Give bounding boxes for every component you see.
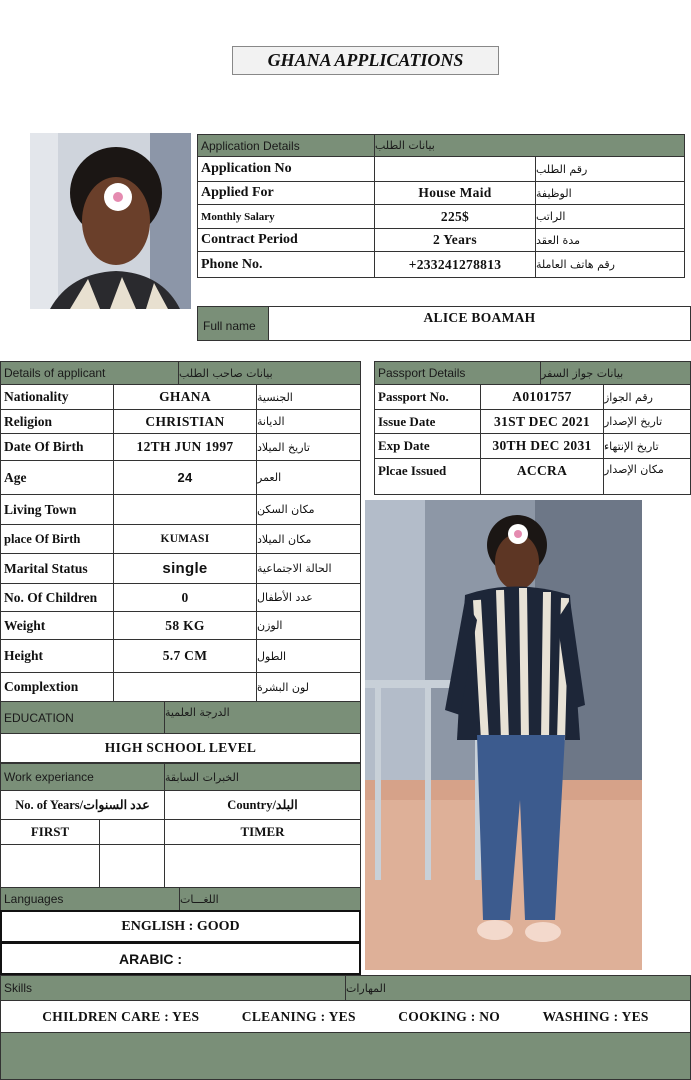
applicant-header-ar: بيانات صاحب الطلب: [178, 361, 361, 385]
applicant-row-label: Nationality: [0, 384, 114, 410]
work-row2-blank: [99, 844, 165, 889]
applicant-row-value: 5.7 CM: [113, 639, 257, 673]
application-row-ar: رقم الطلب: [535, 156, 685, 182]
skill-washing: WASHING : YES: [542, 1008, 649, 1024]
applicant-row-ar: الحالة الاجتماعية: [256, 553, 361, 584]
work-row1-country: TIMER: [164, 819, 361, 845]
applicant-row-label: place Of Birth: [0, 524, 114, 554]
page-title: GHANA APPLICATIONS: [267, 50, 464, 70]
applicant-row-value: [113, 494, 257, 525]
work-header-ar: الخبرات السابقة: [164, 763, 361, 791]
passport-row-label: Plcae Issued: [374, 458, 481, 495]
skills-list: [0, 1000, 691, 1033]
work-row1-years: FIRST: [0, 819, 100, 845]
applicant-row-value: CHRISTIAN: [113, 409, 257, 434]
application-row-value: House Maid: [374, 181, 536, 205]
application-row-label: Applied For: [197, 181, 375, 205]
skills-footer-bar: [0, 1032, 691, 1080]
work-col-country: Country/البلد: [164, 790, 361, 820]
passport-row-label: Passport No.: [374, 384, 481, 410]
passport-row-ar: مكان الإصدار: [603, 458, 691, 495]
applicant-row-value: 0: [113, 583, 257, 612]
application-row-value: [374, 156, 536, 182]
applicant-row-label: Age: [0, 460, 114, 495]
languages-header-ar: اللغـــات: [179, 887, 361, 911]
passport-row-ar: رقم الجواز: [603, 384, 691, 410]
skill-cleaning: CLEANING : YES: [241, 1008, 356, 1024]
applicant-row-label: Marital Status: [0, 553, 114, 584]
applicant-row-value: KUMASI: [113, 524, 257, 554]
education-header-ar: الدرجة العلمية: [164, 701, 361, 734]
skill-children-care: CHILDREN CARE : YES: [42, 1008, 200, 1024]
fullname-value-box: [268, 306, 691, 341]
education-header-en: EDUCATION: [0, 701, 165, 734]
application-row-value: 225$: [374, 204, 536, 229]
applicant-row-value: [113, 672, 257, 702]
applicant-row-ar: الطول: [256, 639, 361, 673]
passport-row-value: 30TH DEC 2031: [480, 433, 604, 459]
page-title-box: [232, 46, 499, 75]
passport-row-ar: تاريخ الإنتهاء: [603, 433, 691, 459]
education-value: HIGH SCHOOL LEVEL: [104, 740, 257, 755]
fullname-label: Full name: [197, 306, 269, 341]
work-row2-country: [164, 844, 361, 889]
applicant-row-ar: الوزن: [256, 611, 361, 640]
applicant-row-ar: لون البشرة: [256, 672, 361, 702]
applicant-row-ar: مكان الميلاد: [256, 524, 361, 554]
applicant-row-label: Height: [0, 639, 114, 673]
full-body-photo: [365, 500, 642, 970]
portrait-photo: [30, 133, 191, 309]
applicant-row-value: 12TH JUN 1997: [113, 433, 257, 461]
application-row-label: Monthly Salary: [197, 204, 375, 229]
applicant-row-label: No. Of Children: [0, 583, 114, 612]
work-header-en: Work experiance: [0, 763, 165, 791]
passport-row-value: 31ST DEC 2021: [480, 409, 604, 434]
applicant-row-label: Religion: [0, 409, 114, 434]
skills-header-en: Skills: [0, 975, 346, 1001]
application-header-en: Application Details: [197, 134, 375, 157]
skills-header-ar: المهارات: [345, 975, 691, 1001]
applicant-row-label: Living Town: [0, 494, 114, 525]
skill-cooking: COOKING : NO: [398, 1008, 501, 1024]
fullname-value: ALICE BOAMAH: [423, 310, 536, 325]
applicant-row-ar: عدد الأطفال: [256, 583, 361, 612]
application-row-label: Contract Period: [197, 228, 375, 252]
applicant-row-ar: مكان السكن: [256, 494, 361, 525]
application-row-value: 2 Years: [374, 228, 536, 252]
passport-header-en: Passport Details: [374, 361, 541, 385]
applicant-row-ar: الجنسية: [256, 384, 361, 410]
application-row-ar: الوظيفة: [535, 181, 685, 205]
applicant-row-ar: الديانة: [256, 409, 361, 434]
applicant-row-value: 58 KG: [113, 611, 257, 640]
application-row-value: +233241278813: [374, 251, 536, 278]
applicant-header-en: Details of applicant: [0, 361, 179, 385]
application-row-ar: رقم هاتف العاملة: [535, 251, 685, 278]
applicant-row-ar: تاريخ الميلاد: [256, 433, 361, 461]
applicant-row-label: Complextion: [0, 672, 114, 702]
application-row-ar: الراتب: [535, 204, 685, 229]
passport-row-label: Issue Date: [374, 409, 481, 434]
work-row1-blank: [99, 819, 165, 845]
applicant-row-value: 24: [113, 460, 257, 495]
application-row-ar: مدة العقد: [535, 228, 685, 252]
application-header-ar: بيانات الطلب: [374, 134, 685, 157]
passport-row-ar: تاريخ الإصدار: [603, 409, 691, 434]
application-row-label: Application No: [197, 156, 375, 182]
passport-header-ar: بيانات جواز السفر: [540, 361, 691, 385]
education-value-box: [0, 733, 361, 763]
application-row-label: Phone No.: [197, 251, 375, 278]
applicant-row-label: Date Of Birth: [0, 433, 114, 461]
applicant-row-ar: العمر: [256, 460, 361, 495]
work-row2-years: [0, 844, 100, 889]
work-col-years: No. of Years/عدد السنوات: [0, 790, 165, 820]
passport-row-value: A0101757: [480, 384, 604, 410]
passport-row-value: ACCRA: [480, 458, 604, 495]
languages-header-en: Languages: [0, 887, 180, 911]
languages-english: ENGLISH : GOOD: [0, 910, 361, 943]
applicant-row-value: single: [113, 553, 257, 584]
languages-arabic: ARABIC :: [0, 942, 361, 975]
passport-row-label: Exp Date: [374, 433, 481, 459]
applicant-row-value: GHANA: [113, 384, 257, 410]
applicant-row-label: Weight: [0, 611, 114, 640]
